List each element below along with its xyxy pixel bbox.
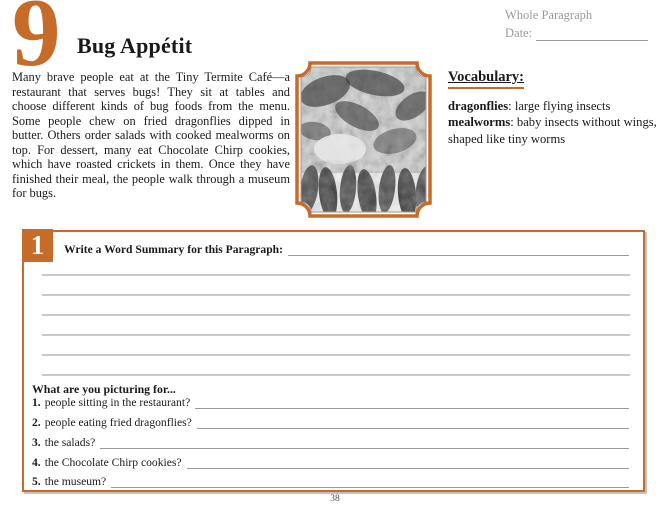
answer-blank-line xyxy=(100,437,629,449)
vocab-term: dragonflies xyxy=(448,98,509,113)
vocabulary-section xyxy=(448,68,666,147)
vocabulary-heading: Vocabulary: xyxy=(448,70,524,89)
answer-blank-line xyxy=(111,476,629,488)
question-number: 5. xyxy=(32,475,41,488)
corner-label: Whole Paragraph xyxy=(505,8,593,22)
question-row xyxy=(32,475,629,488)
vocab-definition: : large flying insects xyxy=(508,98,611,113)
question-row xyxy=(32,456,629,469)
lesson-number: 9 xyxy=(12,0,61,86)
date-row xyxy=(505,26,648,42)
vocab-definition: : baby insects without wings, shaped like tiny worms xyxy=(448,115,657,146)
bug-photo-image xyxy=(295,61,432,218)
writing-line xyxy=(42,334,630,336)
date-blank-line xyxy=(536,28,648,41)
word-summary-blank-line xyxy=(288,244,629,256)
question-row xyxy=(32,396,629,409)
picturing-prompt: What are you picturing for... xyxy=(32,382,176,396)
question-number: 2. xyxy=(32,416,41,429)
question-row xyxy=(32,416,629,429)
activity-number-badge: 1 xyxy=(22,229,53,262)
question-text: the Chocolate Chirp cookies? xyxy=(44,456,182,469)
question-number: 1. xyxy=(32,396,41,409)
word-summary-row xyxy=(64,243,629,256)
answer-blank-line xyxy=(195,397,629,409)
date-label: Date: xyxy=(505,25,533,40)
bug-photo-frame xyxy=(295,61,432,218)
corner-header xyxy=(505,8,648,41)
vocabulary-entries xyxy=(448,98,666,147)
page-number: 38 xyxy=(330,494,340,504)
answer-blank-line xyxy=(197,417,629,429)
bug-photo xyxy=(295,61,432,223)
writing-line xyxy=(42,314,630,316)
writing-line xyxy=(42,274,630,276)
activity-box xyxy=(22,230,645,492)
question-number: 4. xyxy=(32,456,41,469)
word-summary-prompt: Write a Word Summary for this Paragraph: xyxy=(64,243,283,256)
answer-blank-line xyxy=(187,457,629,469)
intro-paragraph: Many brave people eat at the Tiny Termite Café—a restaurant that serves bugs! They sit at tables and choose different kinds of bug foods from the menu. Some people chew on fried dragonflies dipped in butter. Others order salads with cooked mealworms on top. For dessert, many eat Chocolate Chirp cookies, which have roasted crickets in them. Once they have finished their meal, the people walk through a museum for bugs. xyxy=(12,70,290,200)
vocab-term: mealworms xyxy=(448,115,511,130)
question-text: the museum? xyxy=(44,475,107,488)
question-number: 3. xyxy=(32,436,41,449)
writing-line xyxy=(42,374,630,376)
question-text: the salads? xyxy=(44,436,96,449)
question-text: people eating fried dragonflies? xyxy=(44,416,192,429)
page-title: Bug Appétit xyxy=(77,33,193,58)
writing-line xyxy=(42,354,630,356)
question-text: people sitting in the restaurant? xyxy=(44,396,191,409)
question-row xyxy=(32,436,629,449)
writing-line xyxy=(42,294,630,296)
